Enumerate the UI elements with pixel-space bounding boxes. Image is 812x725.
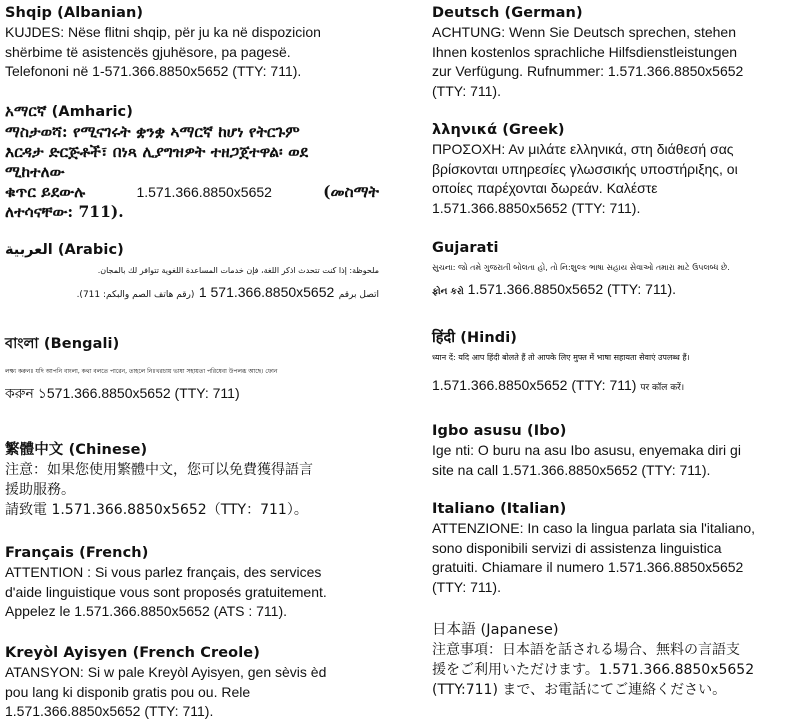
hindi-line <box>432 374 806 399</box>
creole-line: ATANSYON: Si w pale Kreyòl Ayisyen, gen sèvis èd <box>5 664 327 680</box>
arabic-heading <box>5 240 379 260</box>
arabic-tty-label: (رقم هاتف الصم والبكم: 711). <box>76 290 195 300</box>
amharic-call-label: ቁጥር ይደውሉ <box>5 182 86 201</box>
japanese-line: 援をご利用いただけます。1.571.366.8850x5652 <box>432 662 755 678</box>
japanese-heading: 日本語 (Japanese) <box>432 622 559 638</box>
bengali-line: করুন ১571.366.8850x5652 (TTY: 711) <box>5 385 240 401</box>
hindi-phone: 1.571.366.8850x5652 (TTY: 711) <box>432 377 637 393</box>
french-line: d'aide linguistique vous sont proposés gratuitement. <box>5 583 327 600</box>
italian-text <box>432 519 806 597</box>
german-section <box>432 3 806 101</box>
igbo-line: Ige nti: O buru na asu Ibo asusu, enyemaka diri gi <box>432 442 741 458</box>
arabic-call-label: اتصل برقم <box>338 290 379 300</box>
greek-line: βρίσκονται υπηρεσίες γλωσσικής υποστήριξης, οι <box>432 160 738 177</box>
italian-line: (TTY: 711). <box>432 578 501 595</box>
japanese-text <box>432 640 806 700</box>
german-line: (TTY: 711). <box>432 82 501 99</box>
chinese-heading-english: (Chinese) <box>68 442 148 458</box>
gujarati-phone: 1.571.366.8850x5652 (TTY: 711). <box>467 281 677 297</box>
chinese-line: 注意：如果您使用繁體中文，您可以免費獲得語言 <box>5 462 313 478</box>
albanian-line: KUJDES: Nëse flitni shqip, për ju ka në dispozicion <box>5 24 321 40</box>
french-line: ATTENTION : Si vous parlez français, des services <box>5 564 322 580</box>
japanese-section <box>432 620 806 700</box>
hindi-heading-english: (Hindi) <box>460 330 518 346</box>
japanese-line: (TTY:711) まで、お電話にてご連絡ください。 <box>432 682 727 698</box>
gujarati-line: સુચના: જો તમે ગુજરાતી બોલતા હો, તો નિ:શુલ્ક ભાષા સહાય સેવાઓ તમારા માટે ઉપલબ્ધ છે. <box>432 263 730 272</box>
french-text <box>5 563 379 622</box>
amharic-tty-label: (መስማት <box>323 182 379 201</box>
italian-line: gratuiti. Chiamare il numero 1.571.366.8850x5652 <box>432 559 744 575</box>
german-line: ACHTUNG: Wenn Sie Deutsch sprechen, stehen <box>432 24 736 40</box>
greek-line: 1.571.366.8850x5652 (TTY: 711). <box>432 199 641 216</box>
creole-section <box>5 643 379 722</box>
hindi-call-label: पर कॉल करें। <box>640 383 685 393</box>
greek-line: οποίες παρέχονται δωρεάν. Καλέστε <box>432 180 658 196</box>
arabic-line: ملحوظة: إذا كنت تتحدث اذكر اللغة، فإن خدمات المساعدة اللغوية تتوافر لك بالمجان. <box>97 266 379 275</box>
chinese-text <box>5 460 379 520</box>
amharic-line <box>5 182 379 202</box>
chinese-heading <box>5 440 379 460</box>
greek-line: ΠΡΟΣΟΧΗ: Αν μιλάτε ελληνικά, στη διάθεσή σας <box>432 141 734 157</box>
arabic-heading-native: العربية <box>5 242 53 258</box>
german-text <box>432 23 806 101</box>
french-section <box>5 543 379 622</box>
bengali-line: লক্ষ্য করুনঃ যদি আপনি বাংলা, কথা বলতে পারেন, তাহলে নিঃখরচায় ভাষা সহায়তা পরিষেবা উপলব্ধ আছে। ফোন <box>5 368 278 375</box>
amharic-phone: 1.571.366.8850x5652 <box>136 184 272 200</box>
hindi-heading-native: हिंदी <box>432 330 456 346</box>
bengali-heading-native: বাংলা <box>5 336 39 352</box>
creole-line: 1.571.366.8850x5652 (TTY: 711). <box>5 703 214 719</box>
igbo-section <box>432 421 806 480</box>
italian-line: ATTENZIONE: In caso la lingua parlata sia l'italiano, <box>432 520 755 536</box>
bengali-section <box>5 334 379 404</box>
italian-section <box>432 499 806 597</box>
amharic-line: ሚከተለው <box>5 162 65 181</box>
greek-text <box>432 140 806 218</box>
albanian-heading: Shqip (Albanian) <box>5 5 144 21</box>
arabic-heading-english: (Arabic) <box>57 242 124 258</box>
bengali-heading <box>5 334 379 354</box>
french-line: Appelez le 1.571.366.8850x5652 (ATS : 711). <box>5 603 288 619</box>
hindi-section <box>432 328 806 399</box>
amharic-text <box>5 122 379 222</box>
amharic-heading-english: (Amharic) <box>51 104 133 120</box>
creole-line: pou lang ki disponib gratis pou ou. Rele <box>5 683 251 700</box>
albanian-line: Telefononi në 1-571.366.8850x5652 (TTY: 711). <box>5 63 302 79</box>
albanian-text <box>5 23 379 82</box>
gujarati-section <box>432 238 806 303</box>
amharic-heading-native: አማርኛ <box>5 102 47 120</box>
greek-heading: λληνικά (Greek) <box>432 122 565 138</box>
gujarati-call-label: ફોન કરો <box>432 287 464 297</box>
french-heading: Français (French) <box>5 545 149 561</box>
chinese-line: 援助服務。 <box>5 482 75 498</box>
amharic-section <box>5 101 379 222</box>
german-line: zur Verfügung. Rufnummer: 1.571.366.8850x5652 <box>432 63 744 79</box>
amharic-line: እርዳታ ድርጅቶች፣ በነጻ ሊያግዝዎት ተዘጋጀተዋል፡ ወደ <box>5 142 309 161</box>
chinese-section <box>5 440 379 520</box>
bengali-text <box>5 384 379 404</box>
gujarati-line <box>432 278 806 303</box>
igbo-line: site na call 1.571.366.8850x5652 (TTY: 711). <box>432 461 711 478</box>
albanian-line: shërbime të asistencës gjuhësore, pa pagesë. <box>5 43 291 60</box>
arabic-section <box>5 240 379 305</box>
amharic-line: ለተሳናቸው: 711). <box>5 202 124 221</box>
italian-heading: Italiano (Italian) <box>432 501 567 517</box>
german-line: Ihnen kostenlos sprachliche Hilfsdienstleistungen <box>432 43 738 60</box>
greek-section <box>432 120 806 218</box>
bengali-heading-english: (Bengali) <box>43 336 120 352</box>
creole-heading: Kreyòl Ayisyen (French Creole) <box>5 645 260 661</box>
chinese-line: 請致電 1.571.366.8850x5652（TTY：711）。 <box>5 502 308 518</box>
albanian-section <box>5 3 379 82</box>
arabic-line <box>5 282 379 305</box>
arabic-phone: 1 571.366.8850x5652 <box>198 284 335 300</box>
hindi-heading <box>432 328 806 348</box>
german-heading: Deutsch (German) <box>432 5 583 21</box>
amharic-line: ማስታወሻ: የሚናገሩት ቋንቋ ኣማርኛ ከሆነ የትርጉም <box>5 122 300 141</box>
chinese-heading-native: 繁體中文 <box>5 442 64 458</box>
italian-line: sono disponibili servizi di assistenza linguistica <box>432 539 722 556</box>
igbo-text <box>432 441 806 480</box>
amharic-heading <box>5 101 379 122</box>
japanese-line: 注意事項：日本語を話される場合、無料の言語支 <box>432 642 740 658</box>
gujarati-heading: Gujarati <box>432 240 499 256</box>
hindi-line: ध्यान दें: यदि आप हिंदी बोलते हैं तो आपके लिए मुफ्त में भाषा सहायता सेवाएं उपलब्ध हैं। <box>432 353 690 362</box>
creole-text <box>5 663 379 722</box>
igbo-heading: Igbo asusu (Ibo) <box>432 423 567 439</box>
